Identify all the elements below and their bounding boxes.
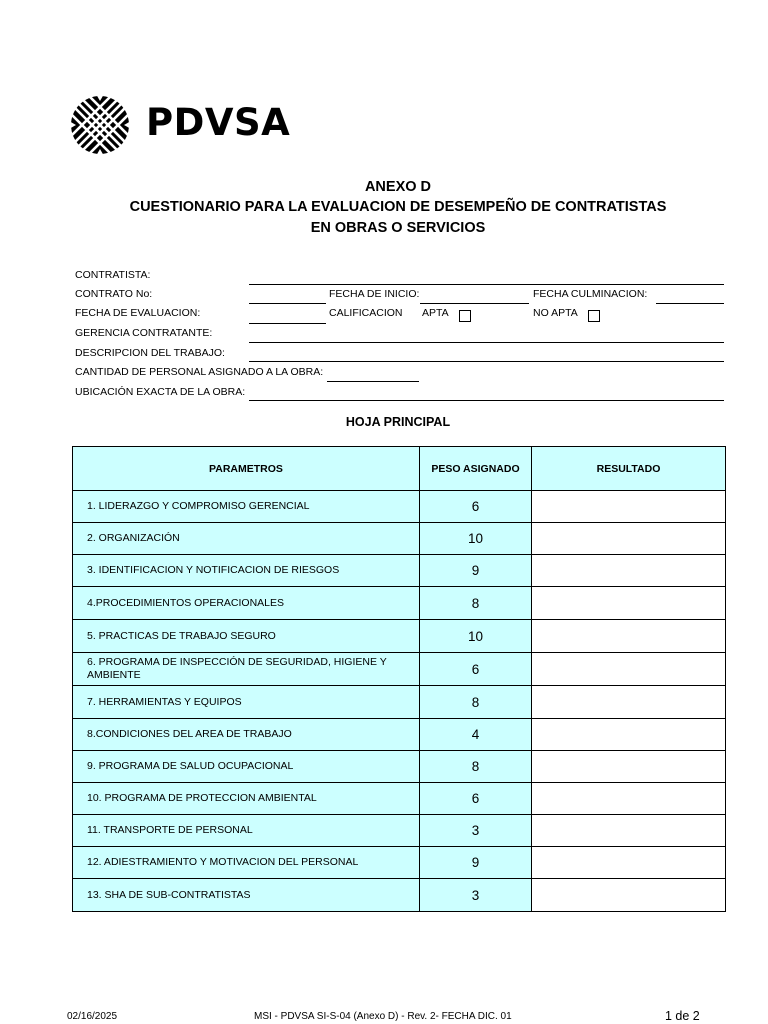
cantidad-personal-label: CANTIDAD DE PERSONAL ASIGNADO A LA OBRA:: [75, 366, 324, 378]
resultado-cell[interactable]: [532, 523, 726, 555]
gerencia-field[interactable]: [249, 342, 724, 343]
peso-cell: 9: [420, 555, 532, 587]
resultado-cell[interactable]: [532, 491, 726, 523]
param-cell: 1. LIDERAZGO Y COMPROMISO GERENCIAL: [73, 491, 420, 523]
param-cell: 6. PROGRAMA DE INSPECCIÓN DE SEGURIDAD, HIGIENE Y AMBIENTE: [73, 653, 420, 686]
pdvsa-logo: [68, 95, 298, 155]
no-apta-checkbox[interactable]: [588, 310, 600, 322]
param-cell: 8.CONDICIONES DEL AREA DE TRABAJO: [73, 719, 420, 751]
document-title-line1: CUESTIONARIO PARA LA EVALUACION DE DESEMPEÑO DE CONTRATISTAS: [129, 199, 667, 215]
resultado-cell[interactable]: [532, 620, 726, 653]
resultado-cell[interactable]: [532, 686, 726, 719]
resultado-cell[interactable]: [532, 815, 726, 847]
annex-title: ANEXO D: [364, 179, 432, 195]
peso-cell: 3: [420, 815, 532, 847]
param-cell: 11. TRANSPORTE DE PERSONAL: [73, 815, 420, 847]
param-cell: 3. IDENTIFICACION Y NOTIFICACION DE RIESGOS: [73, 555, 420, 587]
param-cell: 9. PROGRAMA DE SALUD OCUPACIONAL: [73, 751, 420, 783]
peso-cell: 6: [420, 491, 532, 523]
descripcion-field[interactable]: [249, 361, 724, 362]
param-cell: 13. SHA DE SUB-CONTRATISTAS: [73, 879, 420, 912]
contrato-no-field[interactable]: [249, 303, 326, 304]
param-cell: 7. HERRAMIENTAS Y EQUIPOS: [73, 686, 420, 719]
peso-cell: 4: [420, 719, 532, 751]
header-peso-asignado: PESO ASIGNADO: [420, 447, 532, 491]
fecha-inicio-field[interactable]: [420, 303, 529, 304]
contratista-field[interactable]: [249, 284, 724, 285]
no-apta-label: NO APTA: [533, 307, 578, 319]
resultado-cell[interactable]: [532, 783, 726, 815]
resultado-cell[interactable]: [532, 555, 726, 587]
section-title: HOJA PRINCIPAL: [345, 415, 451, 429]
footer-page-number: 1 de 2: [665, 1009, 700, 1023]
peso-cell: 6: [420, 783, 532, 815]
resultado-cell[interactable]: [532, 587, 726, 620]
param-cell: 5. PRACTICAS DE TRABAJO SEGURO: [73, 620, 420, 653]
table-row: [73, 523, 726, 555]
resultado-cell[interactable]: [532, 879, 726, 912]
table-row: [73, 751, 726, 783]
peso-cell: 8: [420, 686, 532, 719]
apta-label: APTA: [422, 307, 449, 319]
peso-cell: 8: [420, 587, 532, 620]
document-title-line2: EN OBRAS O SERVICIOS: [310, 220, 486, 236]
param-cell: 2. ORGANIZACIÓN: [73, 523, 420, 555]
fecha-culminacion-label: FECHA CULMINACION:: [533, 288, 648, 300]
table-row: [73, 686, 726, 719]
fecha-culminacion-field[interactable]: [656, 303, 724, 304]
ubicacion-field[interactable]: [249, 400, 724, 401]
gerencia-label: GERENCIA CONTRATANTE:: [75, 327, 213, 339]
table-row: [73, 847, 726, 879]
peso-cell: 10: [420, 620, 532, 653]
header-resultado: RESULTADO: [532, 447, 726, 491]
table-row: [73, 491, 726, 523]
param-cell: 12. ADIESTRAMIENTO Y MOTIVACION DEL PERSONAL: [73, 847, 420, 879]
table-row: [73, 815, 726, 847]
resultado-cell[interactable]: [532, 719, 726, 751]
peso-cell: 9: [420, 847, 532, 879]
table-row: [73, 783, 726, 815]
resultado-cell[interactable]: [532, 653, 726, 686]
resultado-cell[interactable]: [532, 847, 726, 879]
contratista-label: CONTRATISTA:: [75, 269, 151, 281]
pdvsa-emblem-icon: [68, 95, 132, 155]
peso-cell: 10: [420, 523, 532, 555]
evaluation-table: [72, 446, 726, 912]
ubicacion-label: UBICACIÓN EXACTA DE LA OBRA:: [75, 386, 246, 398]
peso-cell: 3: [420, 879, 532, 912]
footer-date: 02/16/2025: [67, 1011, 118, 1022]
param-cell: 10. PROGRAMA DE PROTECCION AMBIENTAL: [73, 783, 420, 815]
peso-cell: 8: [420, 751, 532, 783]
table-row: [73, 620, 726, 653]
cantidad-personal-field[interactable]: [327, 381, 419, 382]
table-row: [73, 587, 726, 620]
param-cell: 4.PROCEDIMIENTOS OPERACIONALES: [73, 587, 420, 620]
table-row: [73, 653, 726, 686]
fecha-inicio-label: FECHA DE INICIO:: [329, 288, 420, 300]
resultado-cell[interactable]: [532, 751, 726, 783]
contrato-no-label: CONTRATO No:: [75, 288, 153, 300]
apta-checkbox[interactable]: [459, 310, 471, 322]
table-header-row: [73, 447, 726, 491]
footer-document-reference: MSI - PDVSA SI-S-04 (Anexo D) - Rev. 2- FECHA DIC. 01: [254, 1011, 512, 1022]
table-row: [73, 719, 726, 751]
table-row: [73, 555, 726, 587]
descripcion-label: DESCRIPCION DEL TRABAJO:: [75, 347, 225, 359]
fecha-evaluacion-field[interactable]: [249, 323, 326, 324]
peso-cell: 6: [420, 653, 532, 686]
table-row: [73, 879, 726, 912]
header-parametros: PARAMETROS: [73, 447, 420, 491]
fecha-evaluacion-label: FECHA DE EVALUACION:: [75, 307, 201, 319]
calificacion-label: CALIFICACION: [329, 307, 403, 319]
pdvsa-wordmark: PDVSA: [146, 101, 291, 144]
